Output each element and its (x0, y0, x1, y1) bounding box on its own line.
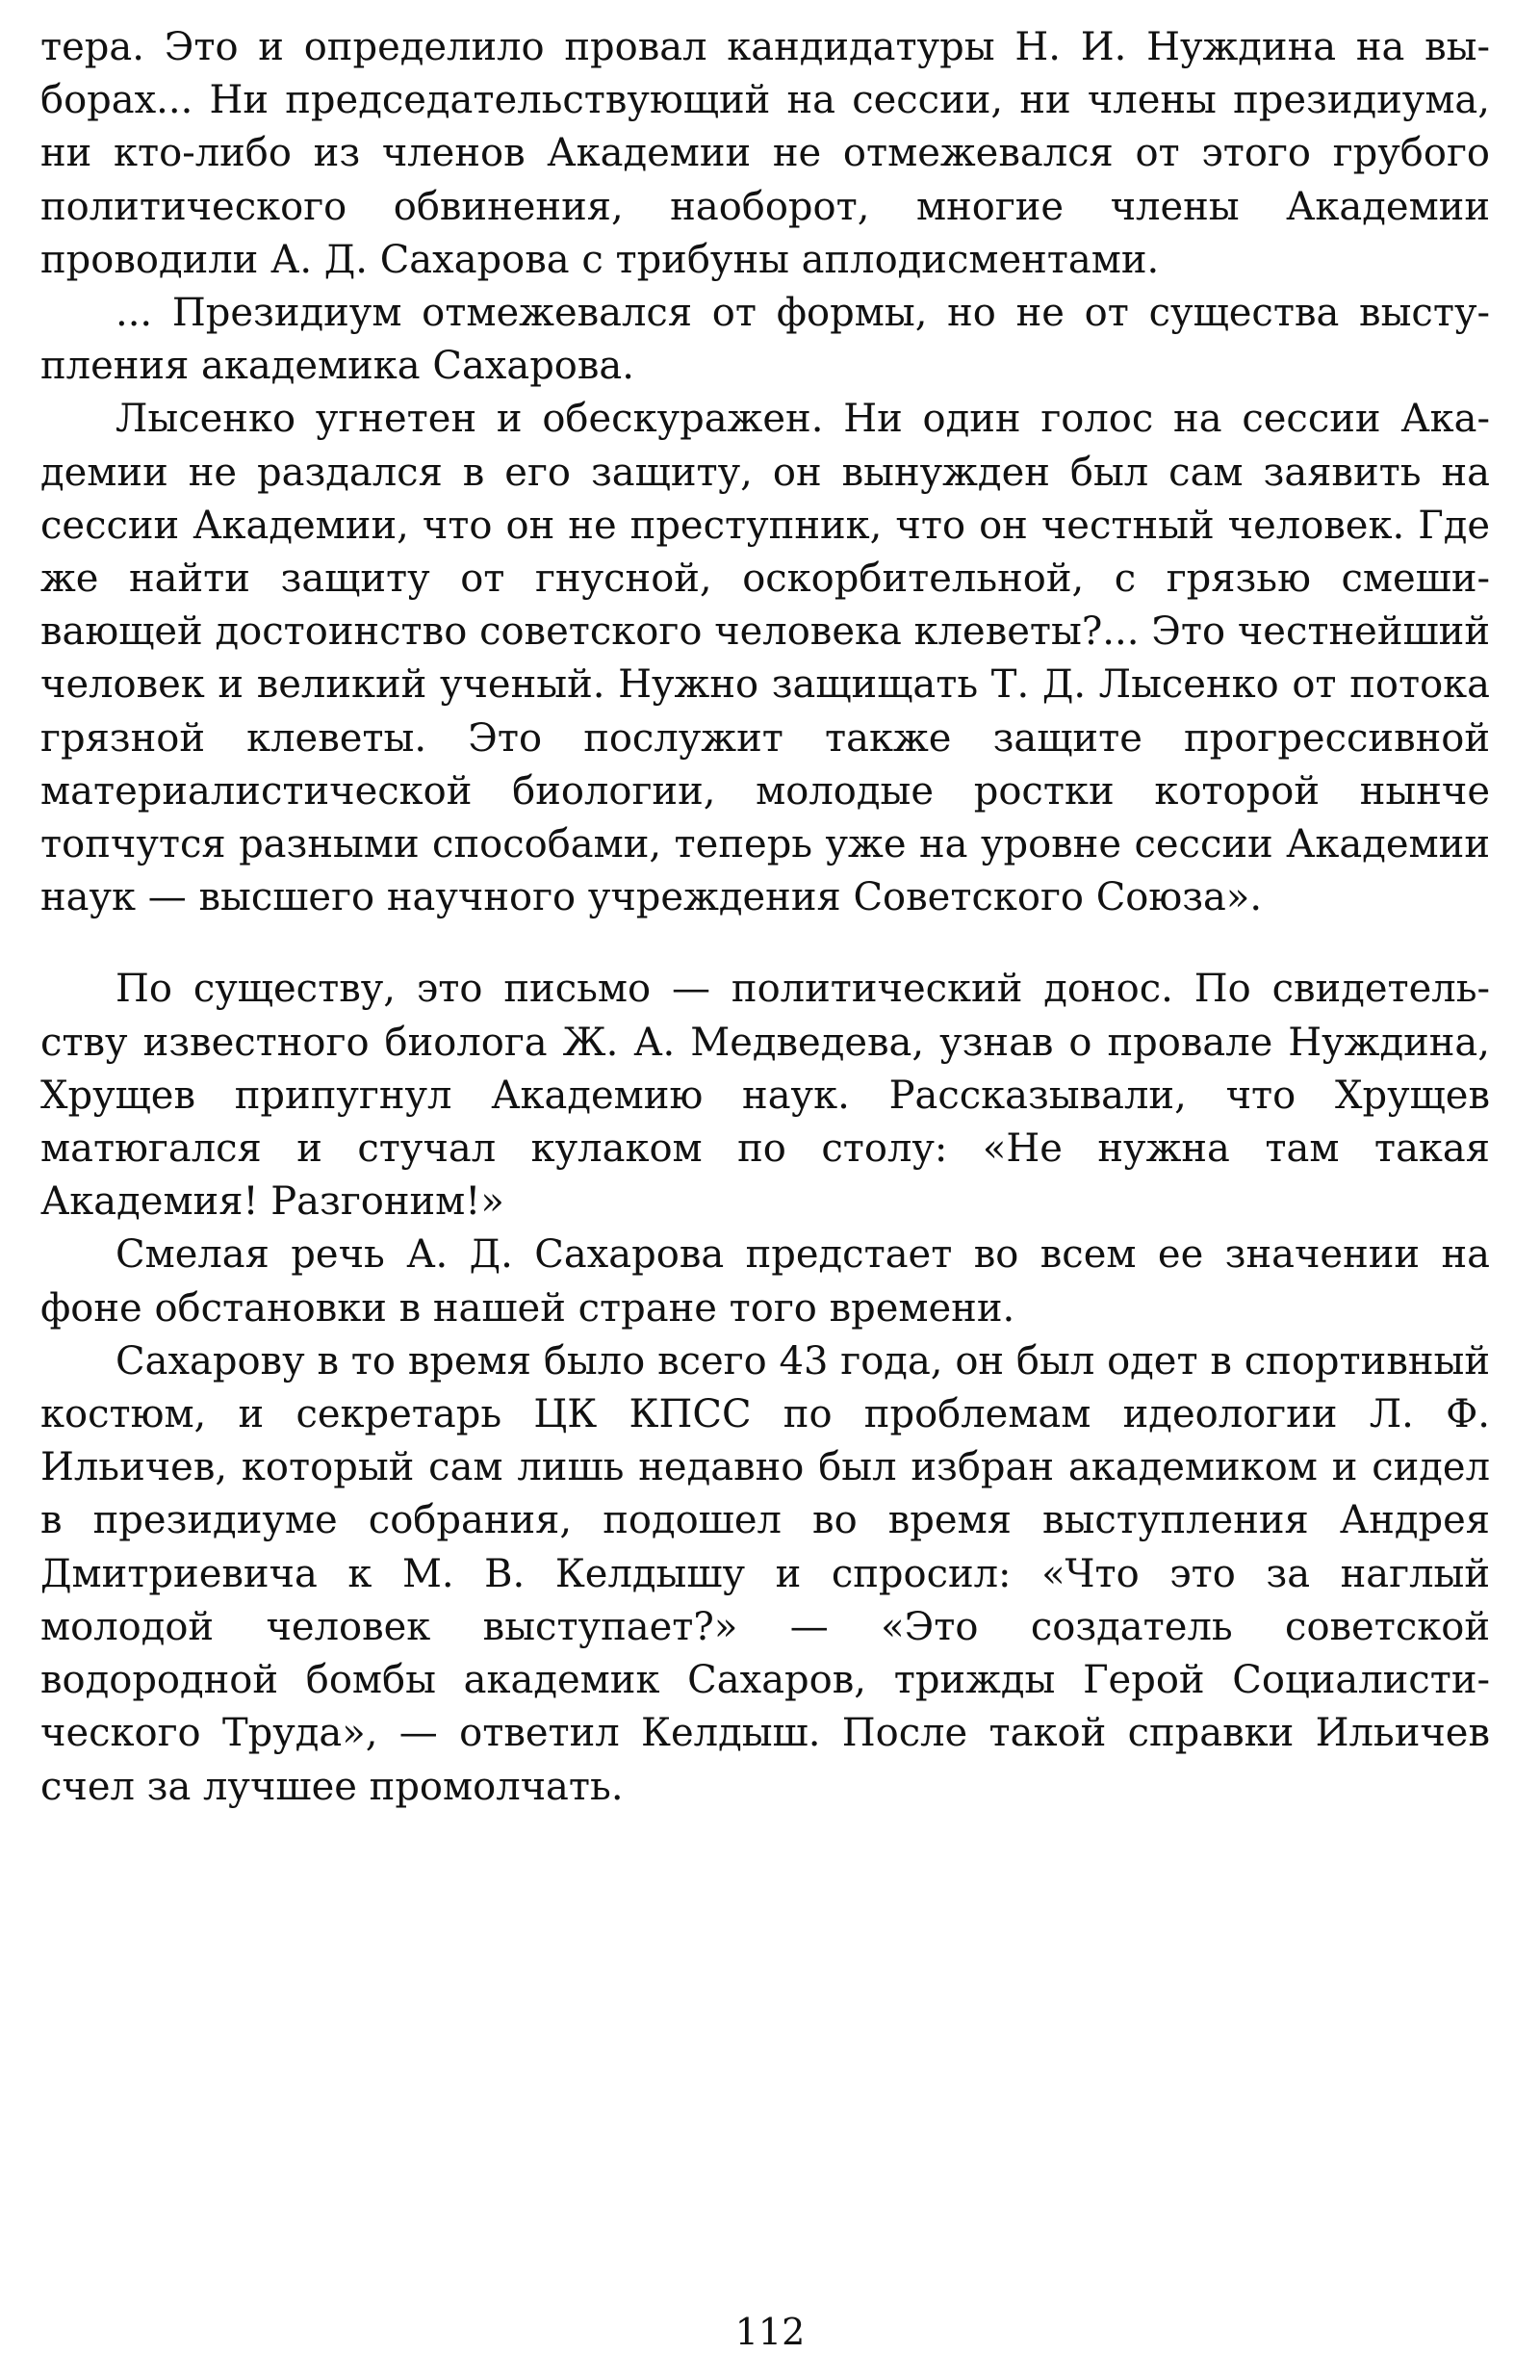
page-text (40, 21, 1490, 1814)
section-gap (40, 924, 1490, 963)
body-paragraph-1: По существу, это письмо — политический донос. По свидетельству известного биолога Ж. А. Медведева, узнав о провале Нуждина, Хрущев припугнул Академию наук. Рассказывали, что Хрущев матюгался и стучал кулаком по столу: «Не нужна там такая Академия! Разгоним!» (40, 967, 1490, 1225)
body-paragraph-2: Смелая речь А. Д. Сахарова предстает во всем ее значении на фоне обстановки в нашей стране того времени. (40, 1232, 1490, 1331)
quote-paragraph-1: тера. Это и определило провал кандидатуры Н. И. Нуждина на выборах... Ни председательствующий на сессии, ни члены президиума, ни кто-либо из членов Академии не отмежевался от этого грубого политического обвинения, наоборот, многие члены Академии проводили А. Д. Сахарова с трибуны аплодисментами. (40, 25, 1490, 282)
body-paragraph-3: Сахарову в то время было всего 43 года, он был одет в спортивный костюм, и секретарь ЦК КПСС по проблемам идеологии Л. Ф. Ильичев, который сам лишь недавно был избран академиком и сидел в президиуме собрания, подошел во время выступления Андрея Дмитриевича к М. В. Келдышу и спросил: «Что это за наглый молодой человек выступает?» — «Это создатель советской водородной бомбы академик Сахаров, трижды Герой Социалистического Труда», — ответил Келдыш. После такой справки Ильичев счел за лучшее промолчать. (40, 1338, 1490, 1809)
quote-paragraph-3: Лысенко угнетен и обескуражен. Ни один голос на сессии Академии не раздался в его защиту, он вынужден был сам заявить на сессии Академии, что он не преступник, что он честный человек. Где же найти защиту от гнусной, оскорбительной, с грязью смешивающей достоинство советского человека клеветы?... Это честнейший человек и великий ученый. Нужно защищать Т. Д. Лысенко от потока грязной клеветы. Это послужит также защите прогрессивной материалистической биологии, молодые ростки которой нынче топчутся разными способами, теперь уже на уровне сессии Академии наук — высшего научного учреждения Советского Союза». (40, 397, 1490, 920)
page-number: 112 (734, 2311, 806, 2353)
quote-paragraph-2: ... Президиум отмежевался от формы, но не от существа выступления академика Сахарова. (40, 291, 1490, 389)
